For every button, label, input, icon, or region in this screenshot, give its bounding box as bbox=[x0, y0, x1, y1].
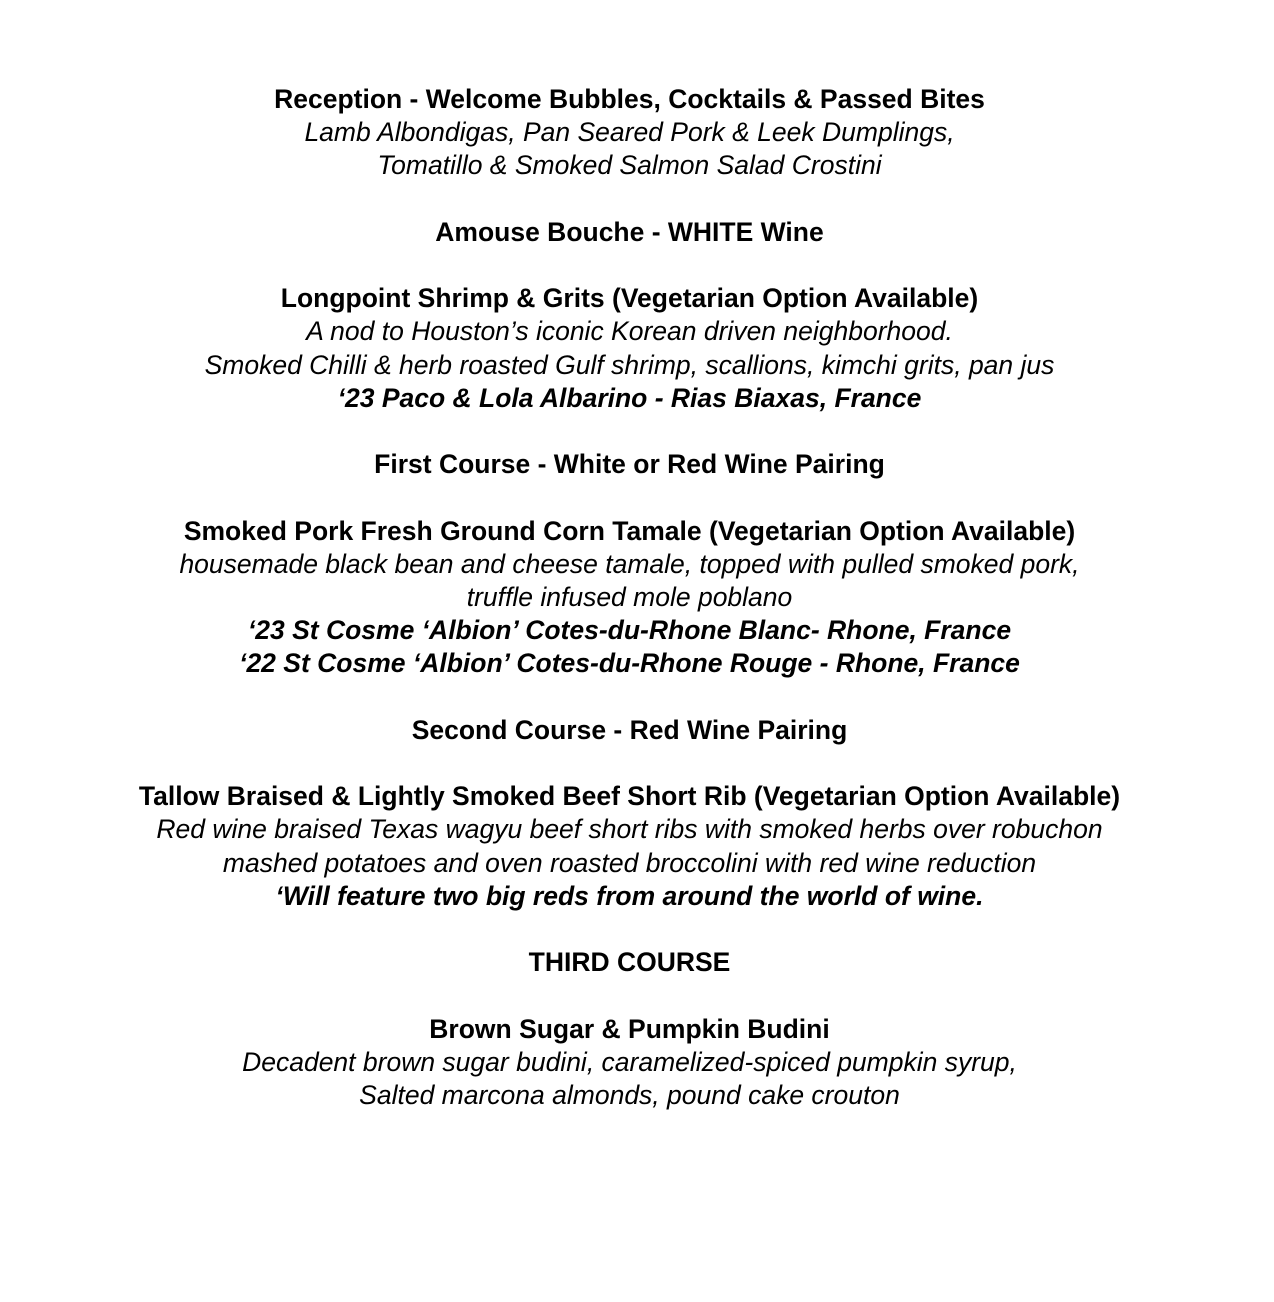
budini-section bbox=[0, 1013, 1259, 1113]
spacer bbox=[0, 249, 1259, 282]
budini-title: Brown Sugar & Pumpkin Budini bbox=[429, 1013, 830, 1044]
third-course-section bbox=[0, 946, 1259, 979]
tamale-section bbox=[0, 515, 1259, 681]
reception-section bbox=[0, 83, 1259, 183]
tamale-description-line: truffle infused mole poblano bbox=[466, 581, 793, 612]
reception-title: Reception - Welcome Bubbles, Cocktails & Passed Bites bbox=[274, 84, 985, 114]
spacer bbox=[0, 747, 1259, 780]
spacer bbox=[0, 681, 1259, 714]
first-course-title: First Course - White or Red Wine Pairing bbox=[374, 449, 885, 480]
second-course-section bbox=[0, 714, 1259, 747]
third-course-title: THIRD COURSE bbox=[528, 947, 731, 978]
budini-description-line: Decadent brown sugar budini, caramelized-spiced pumpkin syrup, bbox=[242, 1046, 1017, 1077]
shrimp-grits-title: Longpoint Shrimp & Grits (Vegetarian Option Available) bbox=[280, 283, 979, 314]
shrimp-grits-description-line: Smoked Chilli & herb roasted Gulf shrimp, scallions, kimchi grits, pan jus bbox=[204, 349, 1055, 380]
spacer bbox=[0, 481, 1259, 514]
first-course-section bbox=[0, 448, 1259, 481]
amuse-bouche-section bbox=[0, 216, 1259, 249]
budini-description-line: Salted marcona almonds, pound cake crouton bbox=[359, 1079, 900, 1110]
reception-description-line: Lamb Albondigas, Pan Seared Pork & Leek Dumplings, bbox=[304, 117, 955, 148]
short-rib-wine: ‘Will feature two big reds from around the world of wine. bbox=[275, 880, 984, 911]
tamale-wine-red: ‘22 St Cosme ‘Albion’ Cotes-du-Rhone Rouge - Rhone, France bbox=[239, 648, 1020, 679]
spacer bbox=[0, 415, 1259, 448]
short-rib-section bbox=[0, 780, 1259, 913]
spacer bbox=[0, 183, 1259, 216]
shrimp-grits-description-line: A nod to Houston’s iconic Korean driven neighborhood. bbox=[306, 316, 953, 347]
shrimp-grits-section bbox=[0, 282, 1259, 415]
short-rib-description-line: Red wine braised Texas wagyu beef short ribs with smoked herbs over robuchon bbox=[156, 814, 1103, 845]
shrimp-grits-wine: ‘23 Paco & Lola Albarino - Rias Biaxas, France bbox=[337, 382, 922, 413]
spacer bbox=[0, 979, 1259, 1012]
short-rib-title: Tallow Braised & Lightly Smoked Beef Short Rib (Vegetarian Option Available) bbox=[138, 781, 1121, 812]
menu-page bbox=[0, 83, 1259, 1112]
tamale-title: Smoked Pork Fresh Ground Corn Tamale (Vegetarian Option Available) bbox=[183, 515, 1076, 546]
reception-description-line: Tomatillo & Smoked Salmon Salad Crostini bbox=[377, 150, 882, 181]
amuse-bouche-title: Amouse Bouche - WHITE Wine bbox=[435, 216, 824, 247]
second-course-title: Second Course - Red Wine Pairing bbox=[411, 714, 848, 745]
tamale-wine-white: ‘23 St Cosme ‘Albion’ Cotes-du-Rhone Blanc- Rhone, France bbox=[247, 615, 1012, 646]
spacer bbox=[0, 913, 1259, 946]
tamale-description-line: housemade black bean and cheese tamale, topped with pulled smoked pork, bbox=[179, 548, 1080, 579]
short-rib-description-line: mashed potatoes and oven roasted broccolini with red wine reduction bbox=[222, 847, 1037, 878]
